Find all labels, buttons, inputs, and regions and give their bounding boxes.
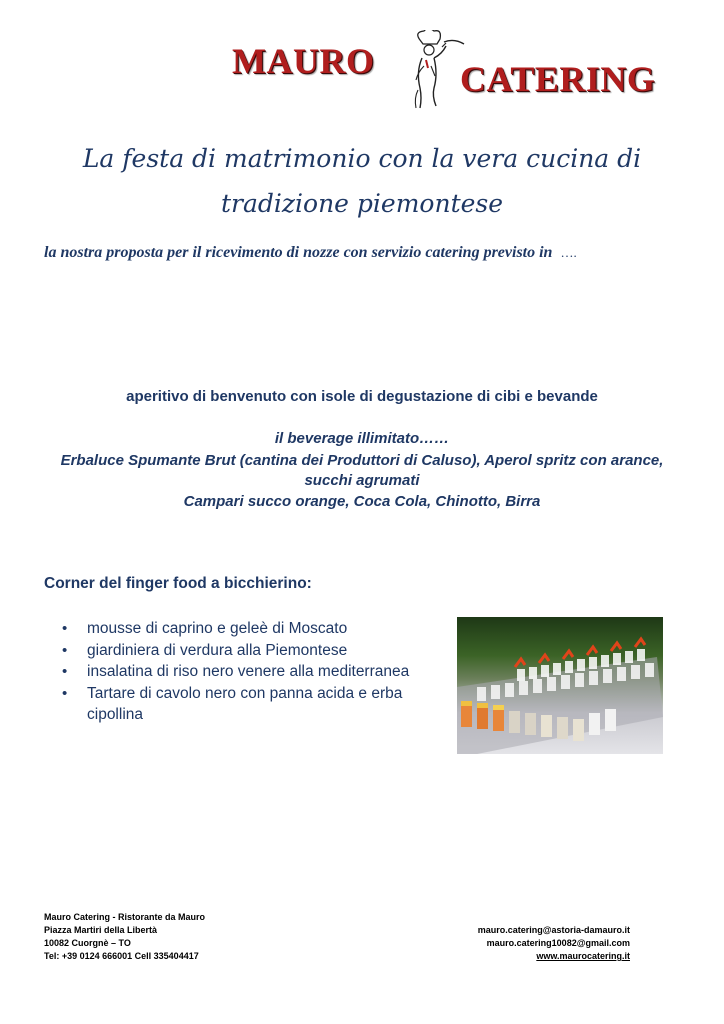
beverage-title: il beverage illimitato…… xyxy=(274,430,450,447)
footer-phone: Tel: +39 0124 666001 Cell 335404417 xyxy=(44,951,199,961)
list-item-text: insalatina di riso nero venere alla mediterranea xyxy=(87,663,410,680)
footer-city: 10082 Cuorgnè – TO xyxy=(44,938,131,948)
bullet-icon: • xyxy=(62,620,68,637)
subtitle xyxy=(44,244,577,262)
list-item xyxy=(62,640,442,662)
footer-email-2[interactable]: mauro.catering10082@gmail.com xyxy=(486,938,630,948)
beverage-line-2: succhi agrumati xyxy=(304,472,420,489)
subtitle-dots: …. xyxy=(560,245,577,260)
bullet-icon: • xyxy=(62,641,68,659)
aperitivo-heading: aperitivo di benvenuto con isole di degustazione di cibi e bevande xyxy=(126,388,598,405)
subtitle-text: la nostra proposta per il ricevimento di nozze con servizio catering previsto in xyxy=(44,244,553,261)
bullet-icon: • xyxy=(62,663,68,680)
finger-food-list xyxy=(62,618,442,726)
bullet-icon: • xyxy=(62,684,68,702)
beverage-line-1: Erbaluce Spumante Brut (cantina dei Produttori di Caluso), Aperol spritz con arance, xyxy=(60,452,664,469)
list-item xyxy=(62,661,442,683)
beverage-line-3: Campari succo orange, Coca Cola, Chinotto, Birra xyxy=(183,493,541,510)
list-item-text: giardiniera di verdura alla Piemontese xyxy=(87,641,348,659)
finger-food-title: Corner del finger food a bicchierino: xyxy=(44,575,312,592)
list-item xyxy=(62,683,442,726)
footer-company: Mauro Catering - Ristorante da Mauro xyxy=(44,912,206,922)
list-item-text: Tartare di cavolo nero con panna acida e erba cipollina xyxy=(87,684,403,723)
finger-food-photo xyxy=(457,617,663,754)
logo-word-catering: CATERING xyxy=(460,59,656,99)
page-title-line-1: La festa di matrimonio con la vera cucina di xyxy=(82,144,642,173)
logo-word-mauro: MAURO xyxy=(232,41,375,81)
list-item-text: mousse di caprino e geleè di Moscato xyxy=(87,620,348,637)
footer-website-link[interactable]: www.maurocatering.it xyxy=(536,951,630,961)
footer-email-1[interactable]: mauro.catering@astoria-damauro.it xyxy=(477,925,630,935)
footer-street: Piazza Martiri della Libertà xyxy=(44,925,158,935)
footer-contacts xyxy=(380,924,630,963)
page-title-line-2: tradizione piemontese xyxy=(220,189,504,218)
footer-address xyxy=(44,911,205,963)
list-item xyxy=(62,618,442,640)
